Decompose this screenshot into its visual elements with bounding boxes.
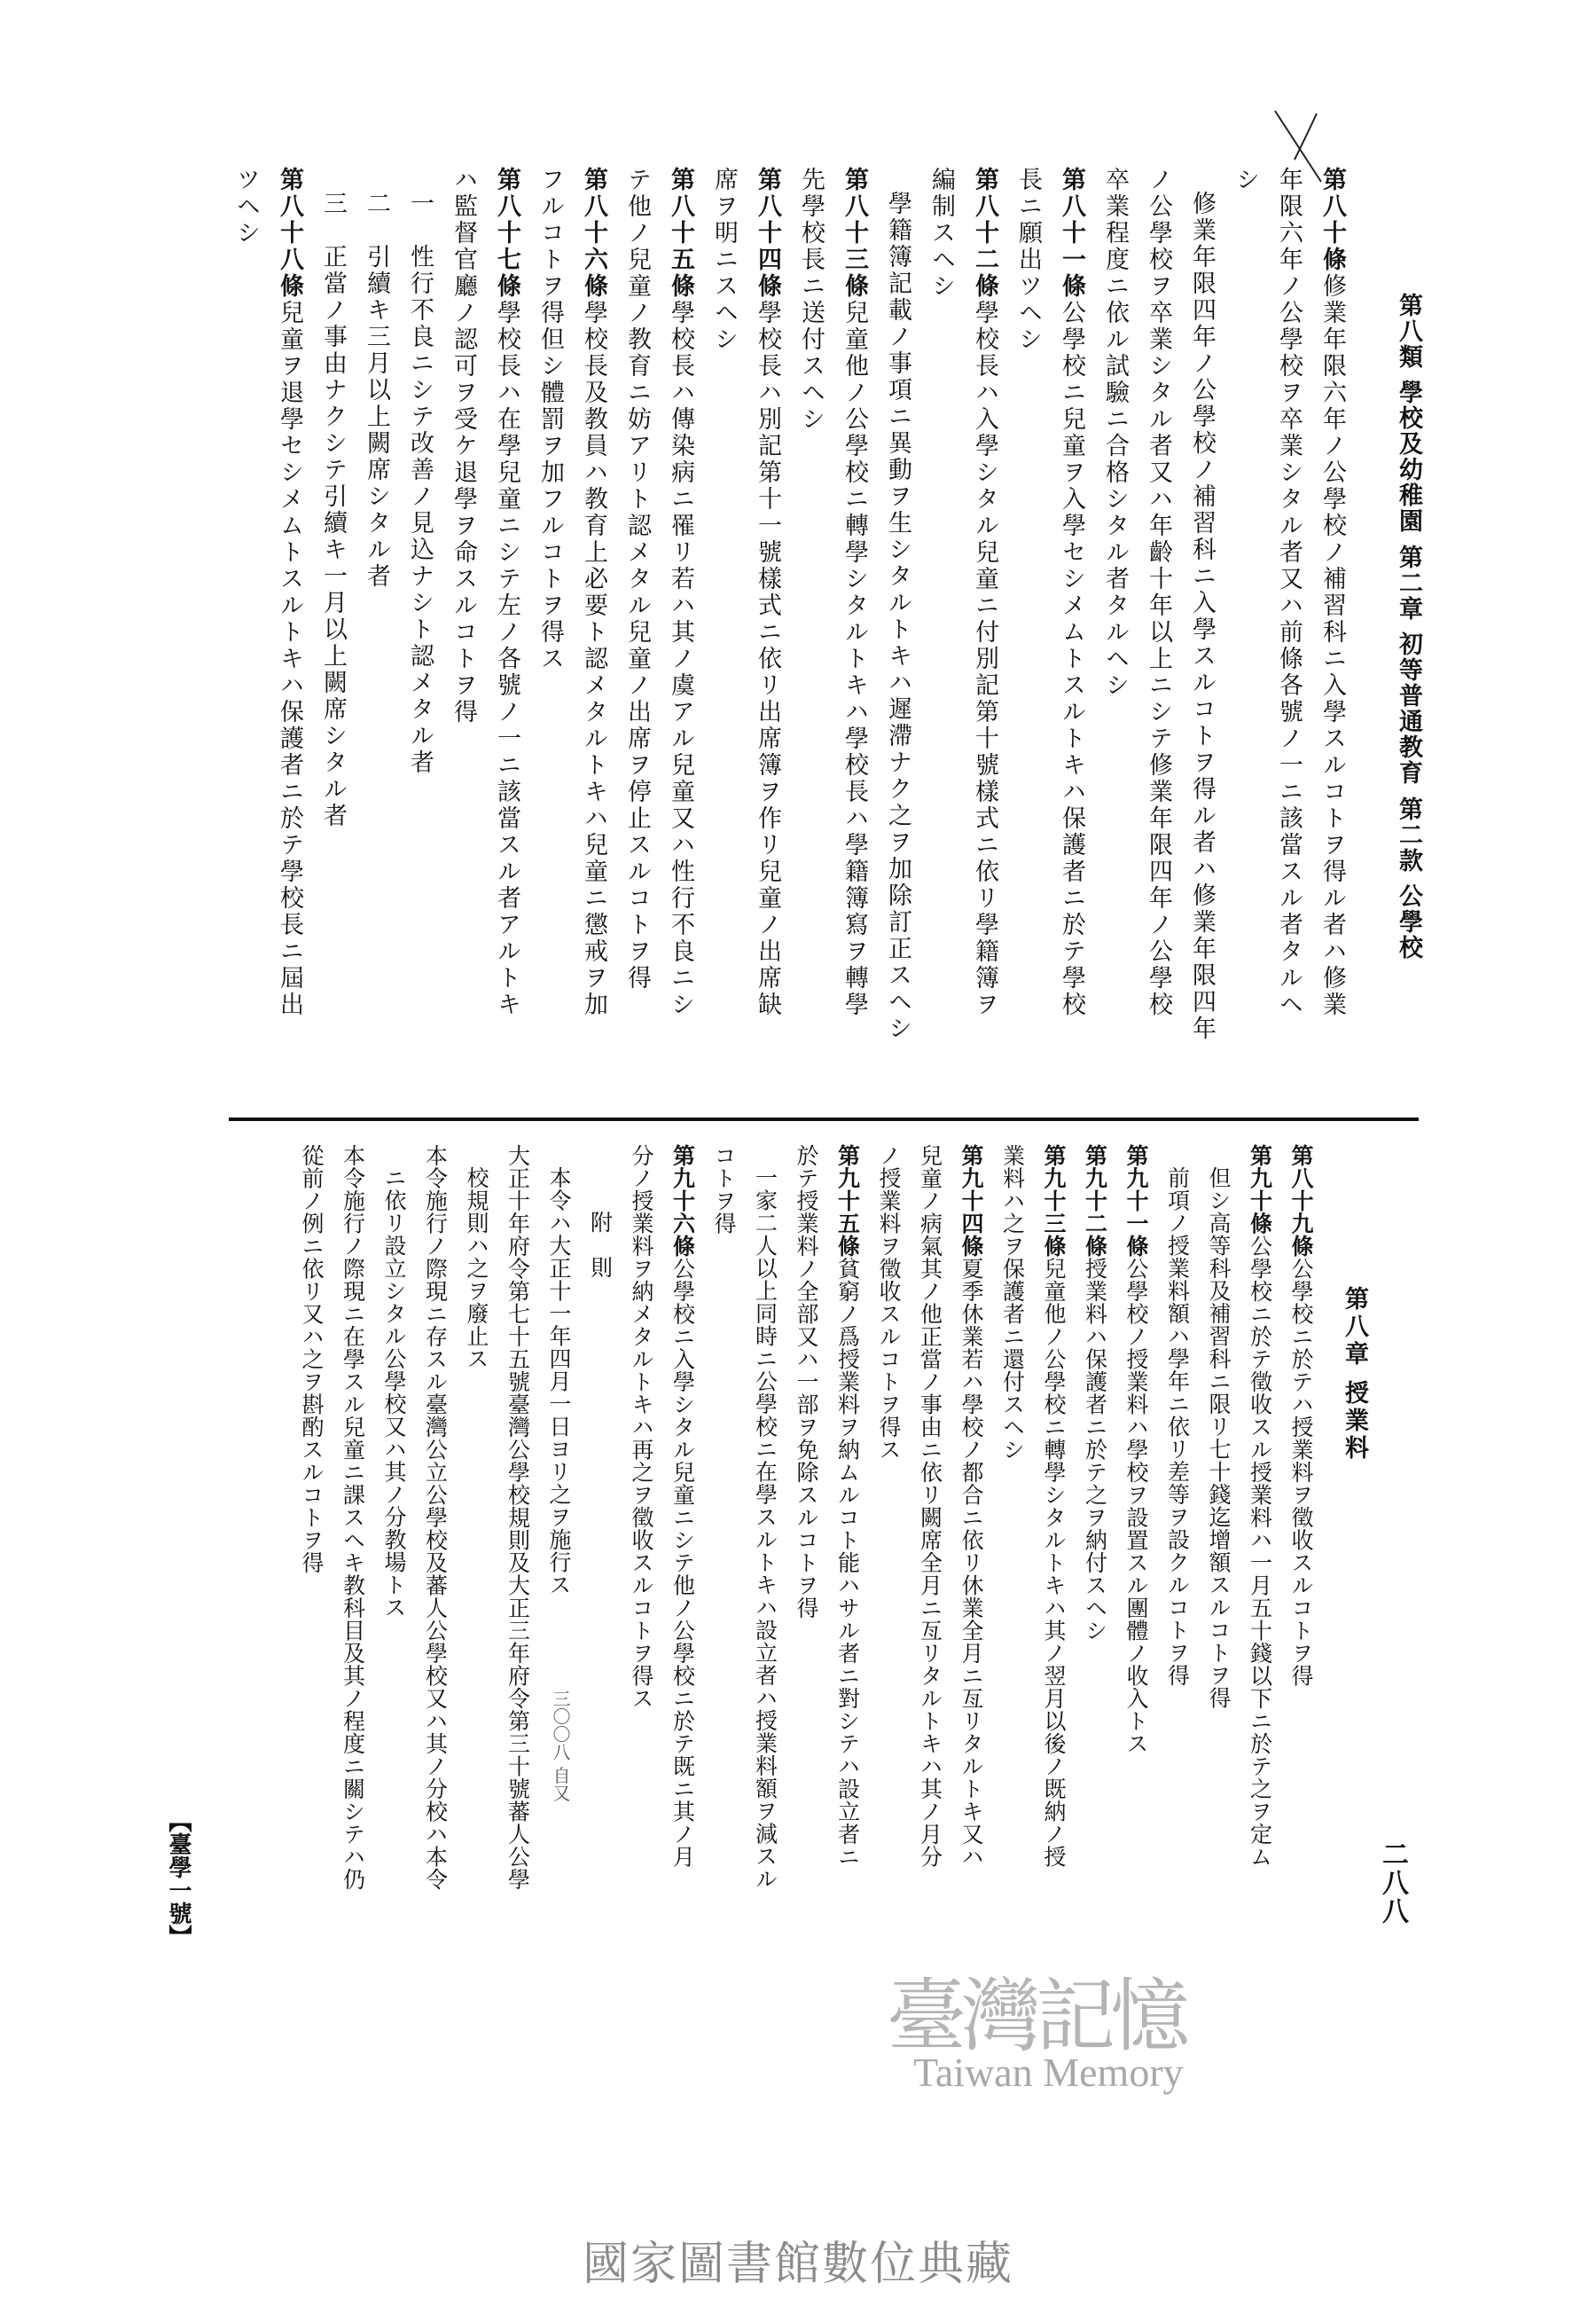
article-text: 分ノ授業料ヲ納メタルトキハ再之ヲ徵收スルコトヲ得ス [629, 1144, 654, 1710]
text-line [786, 1144, 827, 1889]
text-line [991, 1144, 1033, 1889]
article-line [746, 167, 789, 1116]
article-text: テ他ノ兒童ノ教育ニ妨アリト認メタル兒童ノ出席ヲ停止スルコトヲ得 [623, 167, 651, 992]
text-line [1006, 167, 1050, 1116]
article-number: 第八十條 [1318, 167, 1346, 273]
article-text: ハ監督官廳ノ認可ヲ受ケ退學ヲ命スルコトヲ得 [450, 167, 477, 726]
article-line [1050, 167, 1093, 1116]
text-line [224, 167, 268, 1116]
article-text: 學校長ハ在學兒童ニシテ左ノ各號ノ一ニ該當スル者アルトキ [493, 300, 520, 1018]
text-line [876, 167, 919, 1116]
article-number: 第九十五條 [834, 1144, 861, 1258]
article-text: ニ依リ設立シタル公學校又ハ其ノ分教場トス [381, 1166, 407, 1619]
running-header [1391, 293, 1426, 961]
text-line [703, 1144, 745, 1889]
article-text: 學籍簿記載ノ事項ニ異動ヲ生シタルトキハ遲滯ナク之ヲ加除訂正スヘシ [884, 191, 911, 1042]
article-number: 第八十九條 [1288, 1144, 1314, 1258]
text-line [332, 1144, 373, 1889]
article-number: 第八十八條 [276, 167, 303, 300]
article-text: 學校長ハ入學シタル兒童ニ付別記第十號樣式ニ依リ學籍簿ヲ [971, 300, 998, 1018]
article-line [833, 167, 876, 1116]
article-line [661, 1144, 703, 1889]
article-line [268, 167, 311, 1116]
watermark-en: Taiwan Memory [913, 2050, 1184, 2095]
article-text: 兒童他ノ公學校ニ轉學シタルトキハ其ノ翌月以後ノ既納ノ授 [1041, 1257, 1067, 1868]
article-line [572, 167, 615, 1116]
article-text: 席ヲ明ニスヘシ [710, 167, 738, 353]
article-text: コトヲ得 [711, 1144, 737, 1235]
article-text: 公學校ノ授業料ハ學校ヲ設置スル團體ノ收入トス [1123, 1257, 1149, 1755]
article-text: 本令施行ノ際現ニ在學スル兒童ニ課スヘキ教科目及其ノ程度ニ關シテハ仍 [340, 1144, 366, 1891]
article-line [1115, 1144, 1157, 1889]
watermark-cjk: 臺灣記憶 [887, 1970, 1185, 2063]
article-text: 貧窮ノ爲授業料ヲ納ムルコト能ハサル者ニ對シテハ設立者ニ [834, 1257, 861, 1868]
article-line [951, 1144, 992, 1889]
article-text: 年限六年ノ公學校ヲ卒業シタル者又ハ前條各號ノ一ニ該當スル者タルヘ [1275, 167, 1303, 1018]
text-line [909, 1144, 951, 1889]
article-text: 兒童他ノ公學校ニ轉學シタルトキハ學校長ハ學籍簿寫ヲ轉學 [841, 300, 868, 1018]
article-text: フルコトヲ得但シ體罰ヲ加フルコトヲ得ス [536, 167, 564, 672]
text-line [373, 1144, 415, 1889]
article-text: 卒業程度ニ依ル試驗ニ合格シタル者タルヘシ [1101, 167, 1129, 699]
text-line [1267, 167, 1310, 1116]
text-line [355, 167, 398, 1116]
article-text: 本令施行ノ際現ニ存スル臺灣公立公學校及蕃人公學校又ハ其ノ分校ハ本令 [422, 1144, 449, 1891]
article-line [826, 1144, 868, 1889]
text-line [291, 1144, 332, 1889]
article-number: 第八十三條 [841, 167, 868, 300]
article-number: 第九十四條 [958, 1144, 984, 1258]
article-text: 修業年限四年ノ公學校ノ補習科ニ入學スルコトヲ得ル者ハ修業年限四年 [1188, 191, 1216, 1042]
article-line [1074, 1144, 1115, 1889]
text-line [621, 1144, 662, 1889]
article-line [1280, 1144, 1322, 1889]
header-section: 第二款 公學校 [1395, 796, 1422, 961]
text-line [456, 1144, 497, 1889]
article-text: 於テ授業料ノ全部又ハ一部ヲ免除スルコトヲ得 [794, 1144, 819, 1620]
text-line [702, 167, 746, 1116]
header-chapter: 第二章 初等普通教育 [1395, 544, 1422, 787]
text-line [615, 167, 659, 1116]
article-text: 兒童ヲ退學セシメムトスルトキハ保護者ニ於テ學校長ニ屆出 [276, 300, 303, 1018]
footer-code: 【臺學一號】 [165, 1809, 192, 1948]
article-number: 第八十四條 [754, 167, 781, 300]
article-line [485, 167, 528, 1116]
text-line [868, 1144, 910, 1889]
article-number: 第九十三條 [1041, 1144, 1067, 1258]
text-line [1198, 1144, 1240, 1889]
article-text: 學校長及教員ハ教育上必要ト認メタルトキハ兒童ニ懲戒ヲ加 [580, 300, 607, 1018]
article-text: 夏季休業若ハ學校ノ都合ニ依リ休業全月ニ亙リタルトキ又ハ [958, 1257, 984, 1868]
article-text: 授業料ハ保護者ニ於テ之ヲ納付スヘシ [1082, 1257, 1108, 1642]
text-line [1224, 167, 1267, 1116]
article-line [1033, 1144, 1075, 1889]
text-line [398, 167, 442, 1116]
text-line [1156, 1144, 1198, 1889]
article-number: 第九十六條 [669, 1144, 696, 1258]
top-text-block [224, 167, 1354, 1116]
article-number: 第八十七條 [493, 167, 520, 300]
article-number: 第九十一條 [1123, 1144, 1149, 1258]
article-text: 校規則ハ之ヲ廢止ス [464, 1166, 489, 1370]
article-text: 修業年限六年ノ公學校ノ補習科ニ入學スルコトヲ得ル者ハ修業 [1318, 273, 1346, 1018]
text-line [528, 167, 572, 1116]
article-text: 但シ高等科及補習科ニ限リ七十錢迄增額スルコトヲ得 [1206, 1166, 1232, 1709]
text-line [1180, 167, 1224, 1116]
article-text: 編制スヘシ [927, 167, 955, 300]
article-text: 學校長ハ傳染病ニ罹リ若ハ其ノ虞アル兒童又ハ性行不良ニシ [667, 300, 694, 1018]
article-text: 兒童ノ病氣其ノ他正當ノ事由ニ依リ闕席全月ニ亙リタルトキハ其ノ月分 [917, 1144, 943, 1868]
article-text: 公學校ニ於テ徵收スル授業料ハ一月五十錢以下ニ於テ之ヲ定ム [1247, 1235, 1273, 1868]
bottom-text-block [291, 1144, 1322, 1889]
article-text: 公學校ニ於テハ授業料ヲ徵收スルコトヲ得 [1288, 1257, 1314, 1687]
text-line [919, 167, 963, 1116]
page-number: 二八八 [1377, 1840, 1408, 1926]
text-line [414, 1144, 456, 1889]
article-text: ツヘシ [232, 167, 260, 247]
text-line [789, 167, 833, 1116]
article-number: 第八十五條 [667, 167, 694, 300]
text-line [1137, 167, 1180, 1116]
text-line [442, 167, 485, 1116]
article-text: 二 引續キ三月以上闕席シタル者 [363, 191, 390, 590]
article-number: 第九十條 [1247, 1144, 1273, 1235]
text-line [497, 1144, 538, 1889]
article-line [659, 167, 702, 1116]
chapter-title [1337, 1286, 1372, 1463]
article-text: 一 性行不良ニシテ改善ノ見込ナシト認メタル者 [406, 191, 434, 776]
article-number: 第九十二條 [1082, 1144, 1108, 1258]
article-text: 學校長ハ別記第十一號樣式ニ依リ出席簿ヲ作リ兒童ノ出席缺 [754, 300, 781, 1018]
text-line [311, 167, 355, 1116]
article-number: 第八十一條 [1058, 167, 1085, 300]
text-line [1093, 167, 1137, 1116]
article-text: 附 則 [587, 1211, 614, 1279]
article-line [1239, 1144, 1280, 1889]
article-text: シ [1232, 167, 1259, 193]
article-text: ノ公學校ヲ卒業シタル者又ハ年齡十年以上ニシテ修業年限四年ノ公學校 [1145, 167, 1172, 1018]
chapter-name: 授業料 [1341, 1380, 1368, 1463]
article-text: 公學校ニ入學シタル兒童ニシテ他ノ公學校ニ於テ既ニ其ノ月 [669, 1257, 696, 1868]
chapter-number: 第八章 [1341, 1286, 1368, 1369]
article-text: 先學校長ニ送付スヘシ [797, 167, 825, 433]
watermark-taiwan-memory [887, 1951, 1259, 2102]
article-line [963, 167, 1006, 1116]
section-divider [229, 1118, 1419, 1121]
text-line [579, 1144, 621, 1889]
article-number: 第八十六條 [580, 167, 607, 300]
article-text: 三 正當ノ事由ナクシテ引續キ一月以上闕席シタル者 [319, 191, 347, 829]
article-text: 一家二人以上同時ニ公學校ニ在學スルトキハ設立者ハ授業料額ヲ減スル [752, 1166, 778, 1890]
header-category: 第八類 學校及幼稚園 [1395, 293, 1422, 535]
article-text: 大正十年府令第七十五號臺灣公學校規則及大正三年府令第三十號蕃人公學 [505, 1144, 531, 1891]
article-text: 公學校ニ兒童ヲ入學セシメムトスルトキハ保護者ニ於テ學校 [1058, 300, 1085, 1018]
article-number: 第八十二條 [971, 167, 998, 300]
article-text: 長ニ願出ツヘシ [1014, 167, 1042, 353]
ink-stamp: 三〇〇八 自又 [550, 1690, 571, 1802]
watermark-ncl: 國家圖書館數位典藏 [582, 2238, 1013, 2291]
article-text: 從前ノ例ニ依リ又ハ之ヲ斟酌スルコトヲ得 [299, 1144, 325, 1574]
text-line [744, 1144, 786, 1889]
article-text: 業料ハ之ヲ保護者ニ還付スヘシ [999, 1144, 1026, 1461]
article-text: 前項ノ授業料額ハ學年ニ依リ差等ヲ設クルコトヲ得 [1164, 1166, 1191, 1687]
article-text: 本令ハ大正十一年四月一日ヨリ之ヲ施行ス [546, 1166, 572, 1596]
article-text: ノ授業料ヲ徵收スルコトヲ得ス [876, 1144, 902, 1461]
article-line [1310, 167, 1354, 1116]
